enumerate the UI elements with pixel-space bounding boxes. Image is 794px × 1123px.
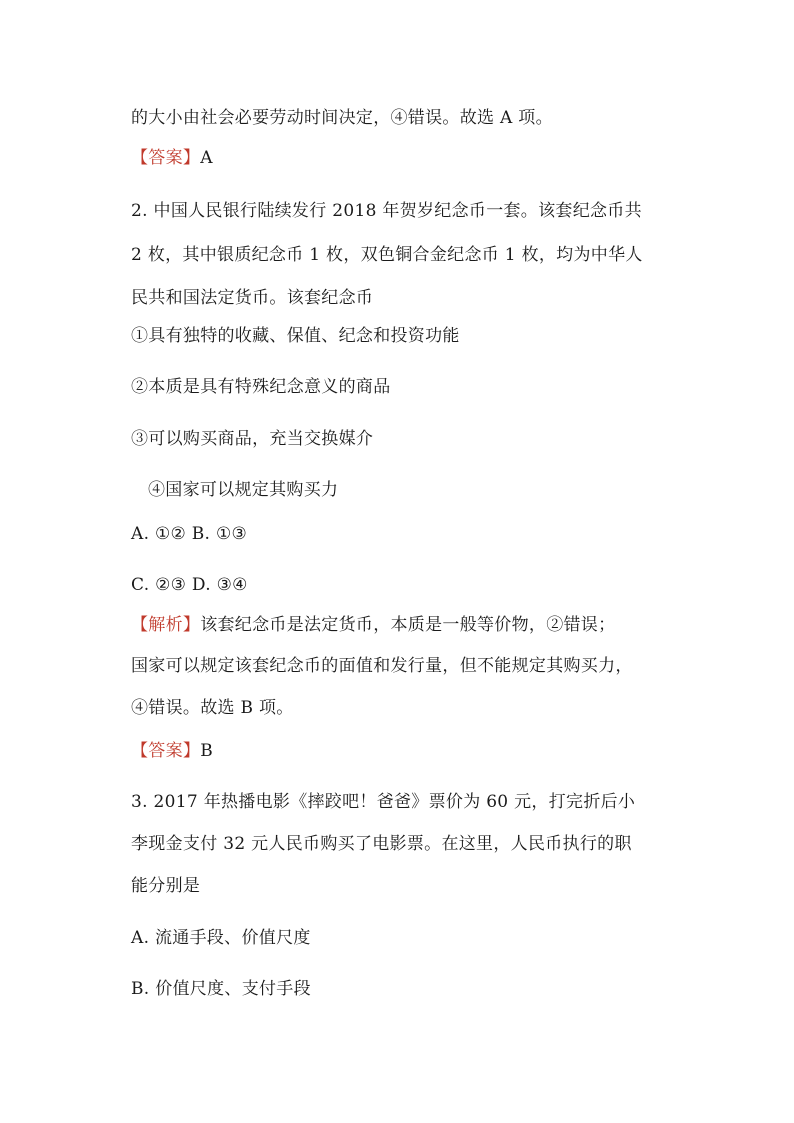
options-cd: C. ②③ D. ③④ bbox=[131, 575, 248, 595]
text-line: ④错误。故选 B 项。 bbox=[131, 698, 294, 718]
text-line: 民共和国法定货币。该套纪念币 bbox=[131, 288, 374, 308]
statement-2: ②本质是具有特殊纪念意义的商品 bbox=[131, 377, 391, 397]
statement-3: ③可以购买商品，充当交换媒介 bbox=[131, 429, 374, 449]
options-ab: A. ①② B. ①③ bbox=[131, 524, 248, 544]
text-line: 能分别是 bbox=[131, 876, 201, 896]
analysis-line-1 bbox=[131, 614, 615, 636]
answer-value: A bbox=[200, 148, 213, 168]
answer-tag: 【答案】 bbox=[131, 148, 201, 168]
analysis-tag: 【解析】 bbox=[131, 615, 201, 635]
statement-1: ①具有独特的收藏、保值、纪念和投资功能 bbox=[131, 326, 460, 346]
option-a: A. 流通手段、价值尺度 bbox=[131, 928, 311, 948]
statement-4: ④国家可以规定其购买力 bbox=[148, 480, 339, 500]
answer-line-2 bbox=[131, 740, 213, 762]
answer-value: B bbox=[200, 741, 213, 761]
text-line: 2 枚，其中银质纪念币 1 枚，双色铜合金纪念币 1 枚，均为中华人 bbox=[131, 245, 643, 265]
answer-line-1 bbox=[131, 147, 213, 169]
text-line: 李现金支付 32 元人民币购买了电影票。在这里，人民币执行的职 bbox=[131, 834, 632, 854]
option-b: B. 价值尺度、支付手段 bbox=[131, 979, 311, 999]
text-line: 国家可以规定该套纪念币的面值和发行量，但不能规定其购买力， bbox=[131, 656, 633, 676]
question-3-text: 3. 2017 年热播电影《摔跤吧！爸爸》票价为 60 元，打完折后小 bbox=[131, 792, 636, 812]
answer-tag: 【答案】 bbox=[131, 741, 201, 761]
question-2-text: 2. 中国人民银行陆续发行 2018 年贺岁纪念币一套。该套纪念币共 bbox=[131, 201, 642, 221]
analysis-text: 该套纪念币是法定货币，本质是一般等价物，②错误； bbox=[200, 615, 616, 635]
text-line: 的大小由社会必要劳动时间决定，④错误。故选 A 项。 bbox=[131, 108, 553, 128]
